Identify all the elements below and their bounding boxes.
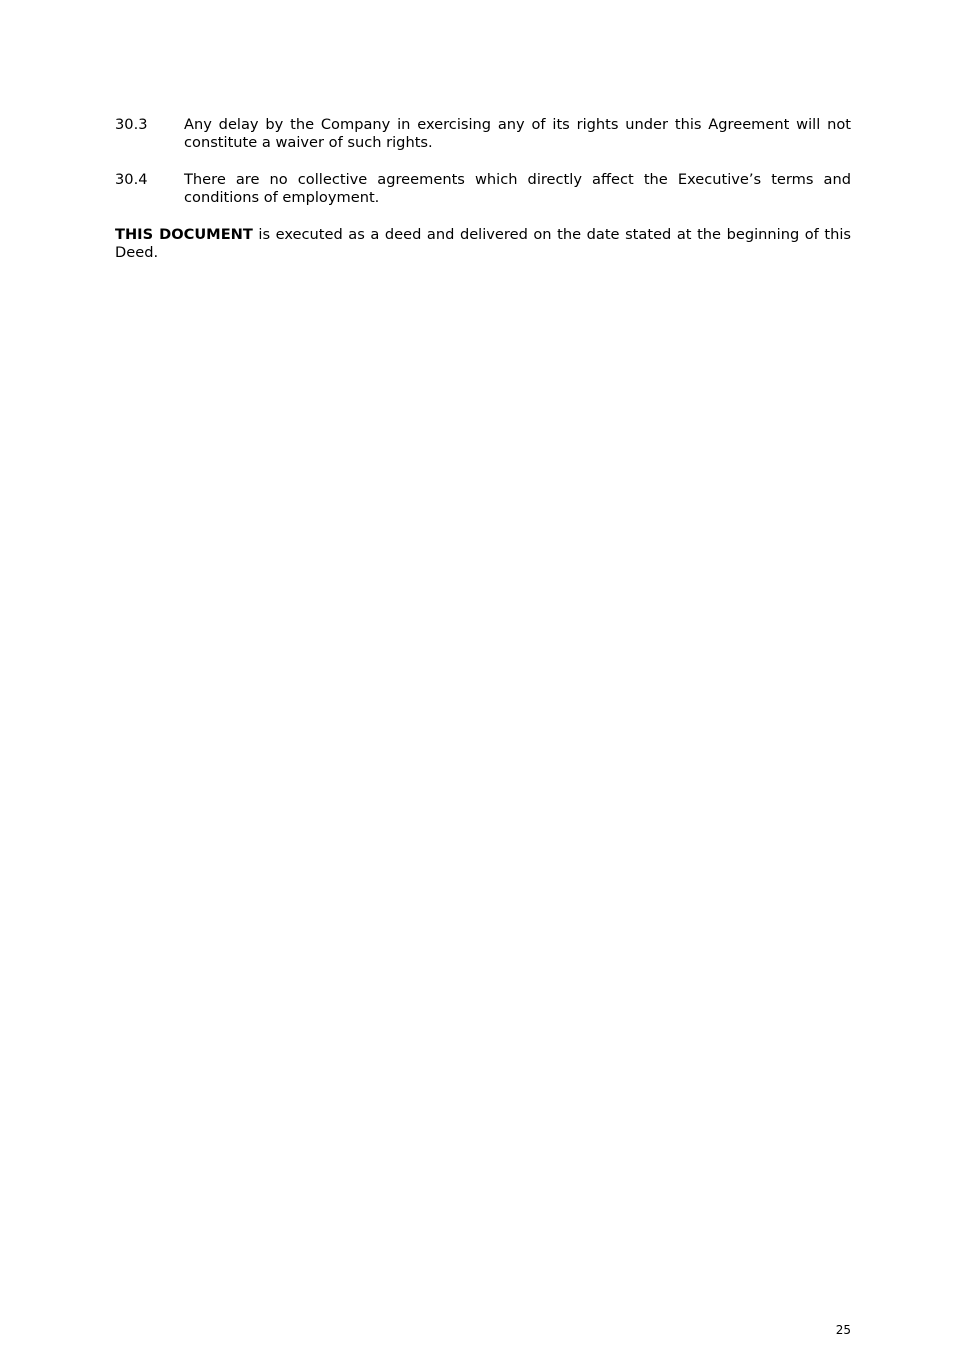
page-number: 25 <box>835 1323 851 1337</box>
clause-text: Any delay by the Company in exercising any of its rights under this Agreement will not constitute a waiver of such rights. <box>184 116 851 151</box>
clause-number: 30.3 <box>115 116 148 133</box>
clause-number: 30.4 <box>115 171 148 188</box>
execution-bold-lead: THIS DOCUMENT <box>115 226 253 243</box>
execution-text: is executed as a deed and delivered on the date stated at the beginning of this Deed. <box>115 226 852 261</box>
execution-statement <box>115 226 851 262</box>
clause-text: There are no collective agreements which directly affect the Executive’s terms and conditions of employment. <box>184 171 851 206</box>
